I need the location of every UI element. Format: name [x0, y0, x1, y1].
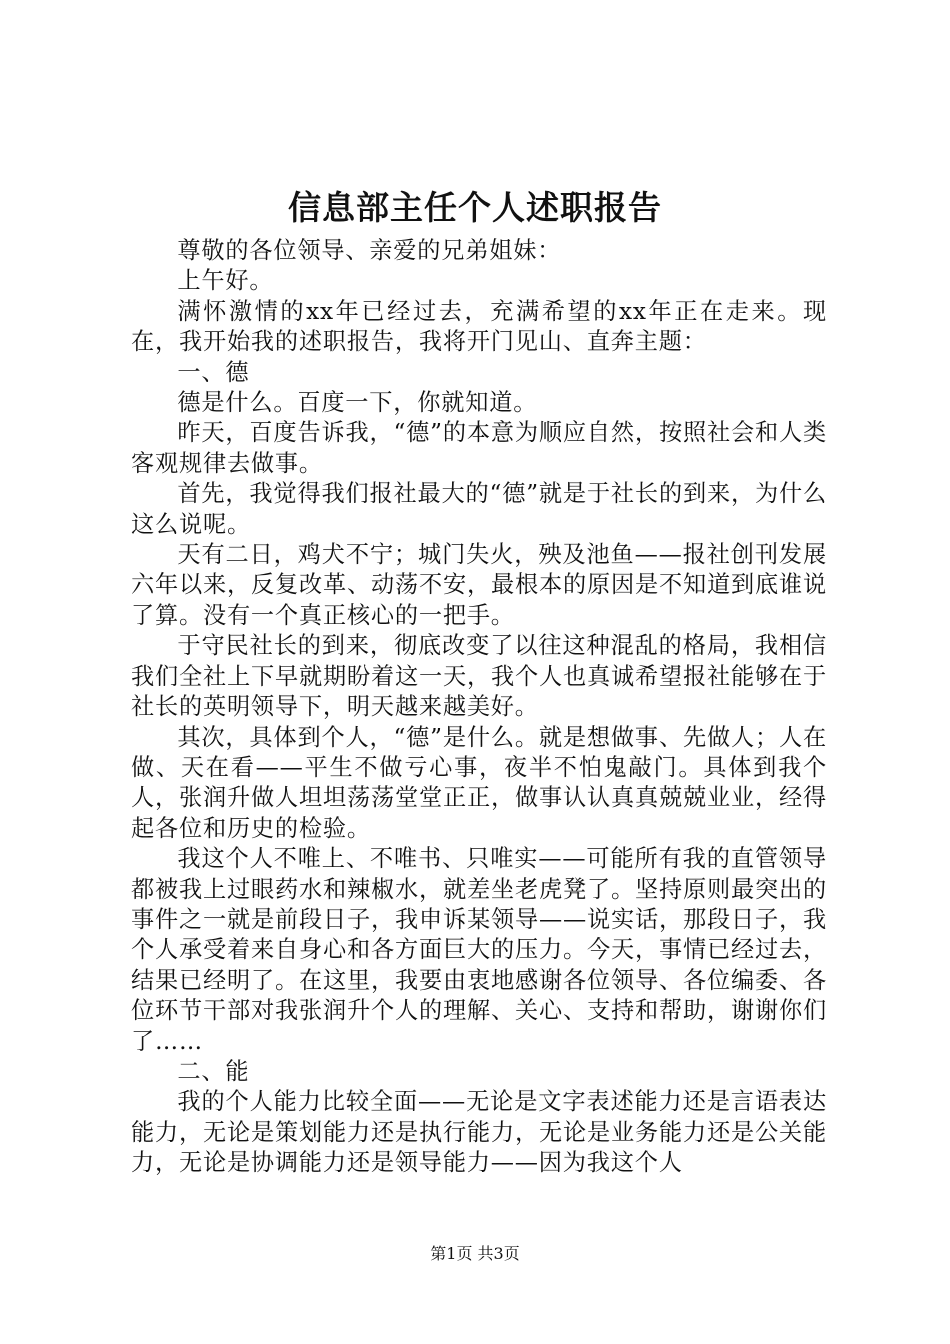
paragraph: 我这个人不唯上、不唯书、只唯实——可能所有我的直管领导都被我上过眼药水和辣椒水，就差坐老虎凳了。坚持原则最突出的事件之一就是前段日子，我申诉某领导——说实话，那段日子，我个人承受着来自身心和各方面巨大的压力。今天，事情已经过去，结果已经明了。在这里，我要由衷地感谢各位领导、各位编委、各位环节干部对我张润升个人的理解、关心、支持和帮助，谢谢你们了…… [131, 845, 827, 1055]
paragraph: 德是什么。百度一下，你就知道。 [177, 389, 538, 417]
page-number-footer: 第1页 共3页 [430, 1244, 520, 1263]
document-body [131, 236, 827, 1179]
document-title: 信息部主任个人述职报告 [288, 188, 662, 227]
paragraph: 首先，我觉得我们报社最大的“德”就是于社长的到来，为什么这么说呢。 [131, 480, 827, 538]
paragraph: 天有二日，鸡犬不宁；城门失火，殃及池鱼——报社创刊发展六年以来，反复改革、动荡不安，最根本的原因是不知道到底谁说了算。没有一个真正核心的一把手。 [131, 541, 827, 629]
paragraph-intro: 满怀激情的xx年已经过去，充满希望的xx年正在走来。现在，我开始我的述职报告，我将开门见山、直奔主题： [131, 297, 827, 356]
paragraph: 其次，具体到个人，“德”是什么。就是想做事、先做人；人在做、天在看——平生不做亏心事，夜半不怕鬼敲门。具体到我个人，张润升做人坦坦荡荡堂堂正正，做事认认真真兢兢业业，经得起各位和历史的检验。 [131, 723, 827, 842]
section-heading-de: 一、德 [177, 358, 250, 386]
paragraph-greeting: 上午好。 [177, 267, 274, 295]
paragraph-salutation: 尊敬的各位领导、亲爱的兄弟姐妹： [177, 237, 562, 264]
paragraph: 我的个人能力比较全面——无论是文字表述能力还是言语表达能力，无论是策划能力还是执行能力，无论是业务能力还是公关能力，无论是协调能力还是领导能力——因为我这个人 [131, 1088, 827, 1177]
section-heading-neng: 二、能 [177, 1057, 250, 1085]
paragraph: 于守民社长的到来，彻底改变了以往这种混乱的格局，我相信我们全社上下早就期盼着这一天，我个人也真诚希望报社能够在于社长的英明领导下，明天越来越美好。 [131, 632, 827, 721]
paragraph: 昨天，百度告诉我，“德”的本意为顺应自然，按照社会和人类客观规律去做事。 [131, 419, 827, 477]
